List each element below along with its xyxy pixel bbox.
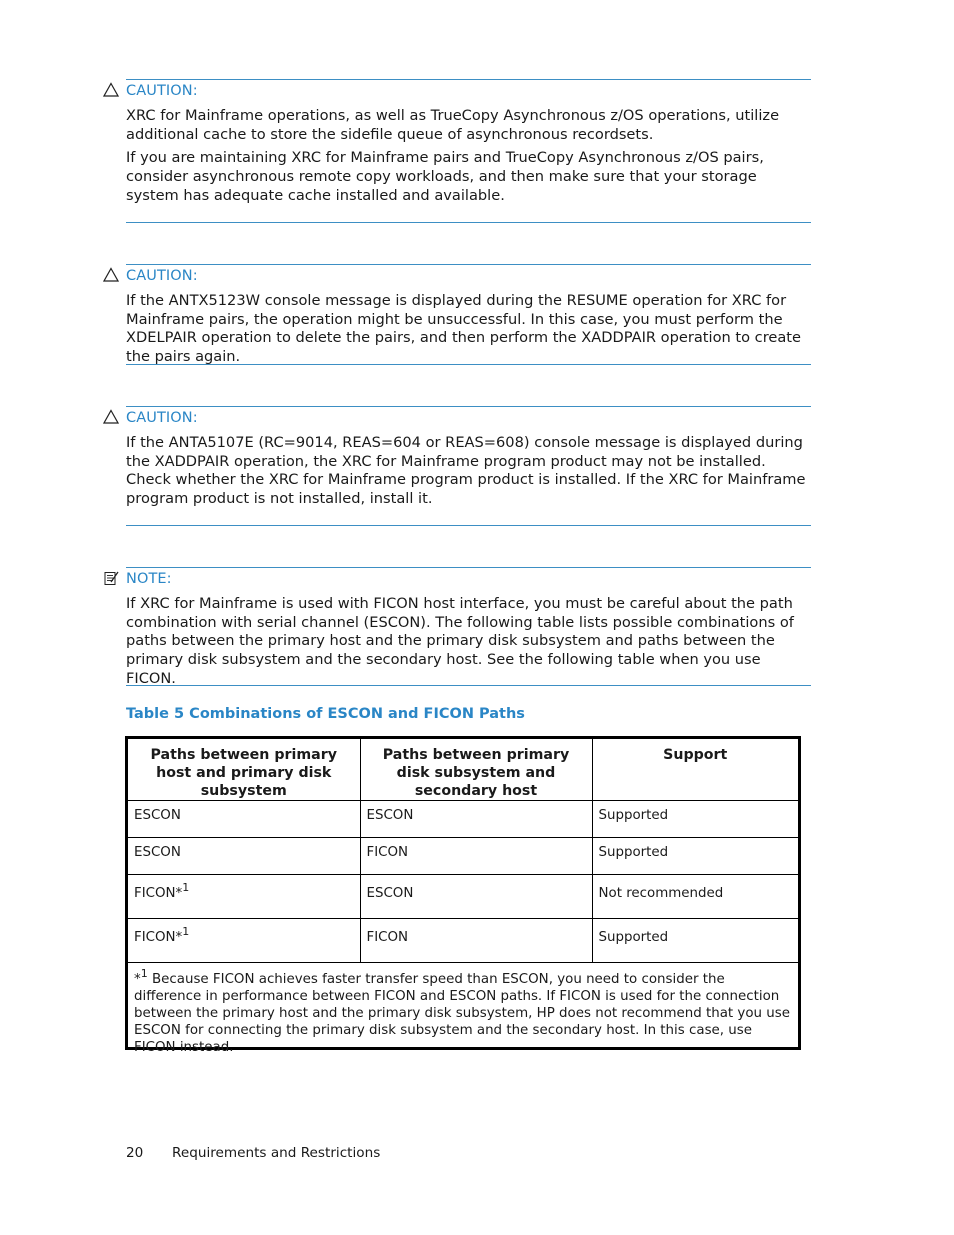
table-row xyxy=(128,875,798,919)
table-cell: Supported xyxy=(592,801,798,838)
table-row xyxy=(128,838,798,875)
note-block xyxy=(100,567,811,687)
caution-triangle-icon xyxy=(103,267,119,283)
caution-bottom-rule xyxy=(126,364,811,365)
caution-label: CAUTION: xyxy=(126,268,198,284)
caution-block-3 xyxy=(100,406,811,527)
caution-top-rule xyxy=(126,406,811,407)
table-header-cell: Support xyxy=(592,739,798,801)
table-cell: Not recommended xyxy=(592,875,798,919)
caution-top-rule xyxy=(126,264,811,265)
caution-bottom-rule xyxy=(126,222,811,223)
caution-label: CAUTION: xyxy=(126,83,198,99)
table-header-row xyxy=(128,739,798,801)
caution-paragraph: If you are maintaining XRC for Mainframe pairs and TrueCopy Asynchronous z/OS pairs, consider asynchronous remote copy workloads, and then make sure that your storage system has adequate cache installed and available. xyxy=(126,149,764,204)
caution-paragraph: If the ANTX5123W console message is displayed during the RESUME operation for XRC for Mainframe pairs, the operation might be unsuccessful. In this case, you must perform the XDELPAIR operation to delete the pairs, and then perform the XADDPAIR operation to create the pairs again. xyxy=(126,292,802,366)
caution-paragraph: XRC for Mainframe operations, as well as TrueCopy Asynchronous z/OS operations, utilize additional cache to store the sidefile queue of asynchronous recordsets. xyxy=(126,107,780,143)
table-cell: ESCON xyxy=(128,838,360,875)
caution-triangle-icon xyxy=(103,409,119,425)
note-paragraph: If XRC for Mainframe is used with FICON host interface, you must be careful about the path combination with serial channel (ESCON). The following table lists possible combinations of paths between the primary host and the primary disk subsystem and paths between the primary disk subsystem and the secondary host. See the following table when you use FICON. xyxy=(126,595,794,687)
note-bottom-rule xyxy=(126,685,811,686)
caution-block-1 xyxy=(100,79,811,224)
table-header-cell: Paths between primary disk subsystem and secondary host xyxy=(360,739,592,801)
note-pad-icon xyxy=(103,570,119,586)
table-cell: ESCON xyxy=(360,875,592,919)
caution-body xyxy=(126,434,811,514)
paths-table xyxy=(125,736,801,1055)
note-top-rule xyxy=(126,567,811,568)
table-cell: ESCON xyxy=(128,801,360,838)
table-cell: ESCON xyxy=(360,801,592,838)
caution-body xyxy=(126,292,811,372)
table-cell: Supported xyxy=(592,919,798,963)
page-number: 20 xyxy=(126,1145,144,1161)
caution-label: CAUTION: xyxy=(126,410,198,426)
table-footnote-row xyxy=(128,963,798,1057)
table-cell: FICON xyxy=(360,919,592,963)
table-footnote: *$^1$ Because FICON achieves faster transfer speed than ESCON, you need to consider the difference in performance between FICON and ESCON paths. If FICON is used for the connection between the primary host and the primary disk subsystem, HP does not recommend that you use ESCON for connecting the primary disk subsystem and the secondary host. In this case, use FICON instead. xyxy=(128,963,798,1057)
note-body xyxy=(126,595,811,694)
table-cell: FICON*$^1$ xyxy=(128,919,360,963)
table-row xyxy=(128,919,798,963)
caution-block-2 xyxy=(100,264,811,366)
caution-paragraph: If the ANTA5107E (RC=9014, REAS=604 or REAS=608) console message is displayed during the XADDPAIR operation, the XRC for Mainframe program product may not be installed. Check whether the XRC for Mainframe program product is installed. If the XRC for Mainframe program product is not installed, install it. xyxy=(126,434,806,508)
caution-bottom-rule xyxy=(126,525,811,526)
caution-body xyxy=(126,107,811,211)
table-cell: FICON xyxy=(360,838,592,875)
table-caption: Table 5 Combinations of ESCON and FICON Paths xyxy=(126,706,525,722)
table-header-cell: Paths between primary host and primary disk subsystem xyxy=(128,739,360,801)
table-cell: Supported xyxy=(592,838,798,875)
caution-top-rule xyxy=(126,79,811,80)
table-row xyxy=(128,801,798,838)
page-footer xyxy=(126,1145,380,1161)
note-label: NOTE: xyxy=(126,571,172,587)
caution-triangle-icon xyxy=(103,82,119,98)
section-title: Requirements and Restrictions xyxy=(172,1145,381,1161)
table-cell: FICON*$^1$ xyxy=(128,875,360,919)
